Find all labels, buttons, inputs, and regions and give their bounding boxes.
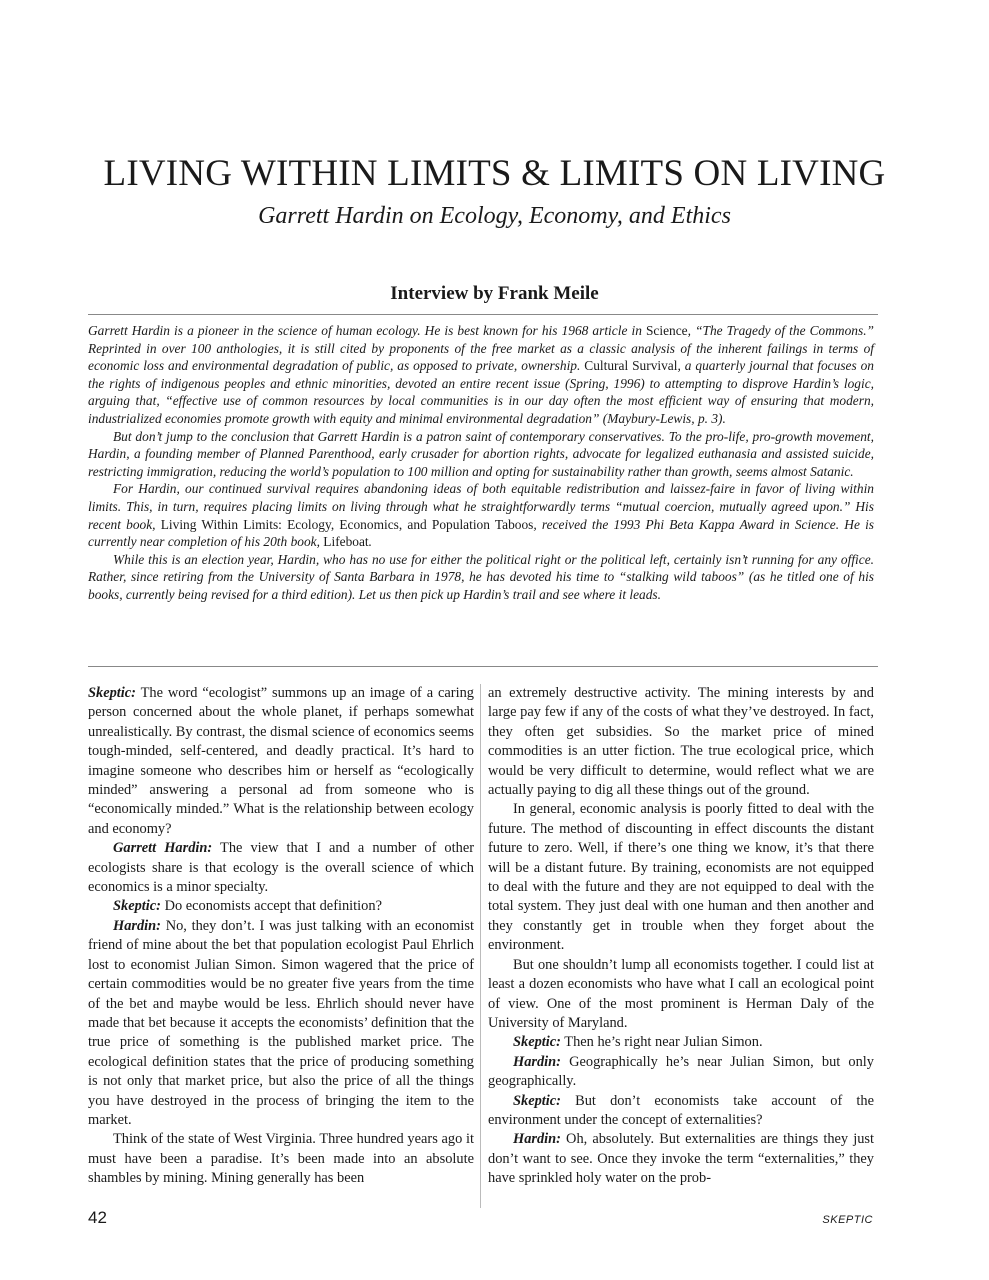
speaker-label: Garrett Hardin: — [113, 840, 213, 857]
intro-p3-text-e: . — [368, 534, 373, 550]
paragraph-text: No, they don’t. I was just talking with an economist friend of mine about the bet that population ecologist Paul Ehrlich lost to economist Julian Simon. Simon wagered that the price of certain commodities would be no greater five years from the time of the bet and maybe would be less. Ehrlich should never have made that bet because it accepts the economists’ definition that the true price of something is the published market price. The ecological definition states that the price of producing something is not only that market price, but also the price of all the things you have destroyed in the process of bringing the item to the market. — [88, 917, 474, 1128]
intro-paragraph-2: But don’t jump to the conclusion that Garrett Hardin is a patron saint of contemporary conservatives. To the pro-life, pro-growth movement, Hardin, a founding member of Planned Parenthood, early crusader for abortion rights, advocate for legalized euthanasia and assisted suicide, restricting immigration, reducing the world’s population to 100 million and opting for sustainability rather than growth, seems almost Satanic. — [88, 428, 874, 479]
paragraph-text: The word “ecologist” summons up an image of a caring person concerned about the whole planet, if perhaps somewhat unrealistically. By contrast, the dismal science of economics seems tough-minded, self-centered, and deadly practical. It’s hard to imagine someone who describes him or herself as “ecologically minded” answering a personal ad from someone who is “economically minded.” What is the relationship between ecology and economy? — [88, 685, 474, 837]
left-paragraph-2 — [88, 839, 474, 897]
left-paragraph-3 — [88, 897, 474, 916]
right-paragraph-7 — [488, 1130, 874, 1188]
page-number: 42 — [88, 1208, 107, 1227]
intro-p1-journal-cultural-survival: Cultural Survival — [584, 358, 678, 374]
intro-block — [88, 322, 874, 604]
paragraph-text: Think of the state of West Virginia. Three hundred years ago it must have been a paradise. It’s been made into an absolute shambles by mining. Mining generally has been — [88, 1131, 474, 1187]
intro-paragraph-1 — [88, 322, 874, 428]
article-title: LIVING WITHIN LIMITS & LIMITS ON LIVING — [103, 153, 886, 194]
intro-p3-book-lifeboat: Lifeboat — [323, 534, 369, 550]
right-paragraph-1 — [488, 684, 874, 800]
paragraph-text: Then he’s right near Julian Simon. — [560, 1034, 763, 1051]
paragraph-text: Do economists accept that definition? — [160, 898, 382, 915]
speaker-label: Hardin: — [513, 1053, 561, 1070]
left-column — [88, 684, 474, 1189]
right-paragraph-5 — [488, 1053, 874, 1092]
paragraph-text: Geographically he’s near Julian Simon, but only geographically. — [488, 1053, 874, 1090]
right-column — [488, 684, 874, 1189]
paragraph-text: The view that I and a number of other ecologists share is that ecology is the overall science of which economics is a minor specialty. — [88, 840, 474, 896]
speaker-label: Skeptic: — [113, 898, 161, 915]
intro-p1-text-a: Garrett Hardin is a pioneer in the science of human ecology. He is best known for his 1968 article in — [88, 323, 646, 338]
speaker-label: Skeptic: — [513, 1034, 561, 1051]
right-paragraph-2 — [488, 800, 874, 955]
intro-p3-text-a: For Hardin, our continued survival requires abandoning ideas of both equitable redistribution and laissez-faire in favor of living within limits. This, in turn, requires placing limits on living through what he straightforwardly terms “mutual coercion, mutually agreed upon.” His recent book, — [88, 481, 874, 532]
bottom-rule — [88, 666, 878, 667]
article-subtitle: Garrett Hardin on Ecology, Economy, and Ethics — [258, 203, 731, 229]
left-paragraph-5 — [88, 1130, 474, 1188]
paragraph-text: an extremely destructive activity. The mining interests by and large pay few if any of the costs of what they’ve destroyed. In fact, they often get subsidies. So the market price of mined commodities is an utter fiction. The true ecological price, which would be very difficult to determine, would reflect what we are actually paying to dig all these things out of the ground. — [488, 685, 874, 799]
right-paragraph-3 — [488, 956, 874, 1034]
magazine-name: SKEPTIC — [822, 1214, 873, 1226]
intro-p3-book-title: Living Within Limits: Ecology, Economics, and Population Taboos — [160, 516, 534, 532]
column-divider — [480, 684, 481, 1208]
intro-p1-text-e: , a quarterly journal that focuses on the rights of indigenous peoples and ethnic minorities, devoted an entire recent issue (Spring, 1996) to attempting to disprove Hardin’s logic, arguing that, “effective use of common resources by local communities is in our day often the most efficient way of ensuring that modern, industrialized economies promote growth with equity and minimal environmental degradation” (Maybury-Lewis, p. 3). — [88, 358, 874, 426]
paragraph-text: But one shouldn’t lump all economists together. I could list at least a dozen economists who have what I call an ecological point of view. One of the most prominent is Herman Daly of the University of Maryland. — [488, 956, 874, 1031]
intro-p1-text-c: , “The Tragedy of the Commons.” Reprinted in over 100 anthologies, it is still cited by proponents of the free market as a classic analysis of the inherent failings in terms of economic loss and environmental degradation of public, as opposed to private, ownership. — [88, 323, 874, 374]
paragraph-text: But don’t economists take account of the environment under the concept of externalities? — [488, 1092, 874, 1128]
right-paragraph-4 — [488, 1033, 874, 1052]
intro-p1-journal-science: Science — [645, 323, 688, 338]
intro-paragraph-4: While this is an election year, Hardin, who has no use for either the political right or the political left, certainly isn’t running for any office. Rather, since retiring from the University of Santa Barbara in 1978, he has devoted his time to “stalking wild taboos” (as he titled one of his books, currently being revised for a third edition). Let us then pick up Hardin’s trail and see where it leads. — [88, 551, 874, 602]
speaker-label: Hardin: — [113, 917, 161, 934]
left-paragraph-4 — [88, 917, 474, 1130]
top-rule — [88, 314, 878, 315]
paragraph-text: In general, economic analysis is poorly fitted to deal with the future. The method of discounting in effect discounts the distant future to zero. Well, if there’s one thing we know, it’s that there will be a distant future. By training, economists are not equipped to deal with the future and they are not equipped to deal with the total system. They just deal with one human and then another and they constantly get in trouble when they forget about the environment. — [488, 801, 874, 954]
speaker-label: Skeptic: — [88, 685, 136, 701]
speaker-label: Hardin: — [513, 1131, 561, 1148]
intro-paragraph-3 — [88, 480, 874, 550]
paragraph-text: Oh, absolutely. But externalities are things they just don’t want to see. Once they invoke the term “externalities,” they have sprinkled holy water on the prob- — [488, 1131, 874, 1187]
intro-p3-text-c: , received the 1993 Phi Beta Kappa Award in Science. He is currently near completion of his 20th book, — [88, 516, 875, 550]
speaker-label: Skeptic: — [513, 1092, 561, 1109]
left-paragraph-1 — [88, 684, 474, 839]
right-paragraph-6 — [488, 1092, 874, 1131]
byline: Interview by Frank Meile — [390, 283, 599, 304]
